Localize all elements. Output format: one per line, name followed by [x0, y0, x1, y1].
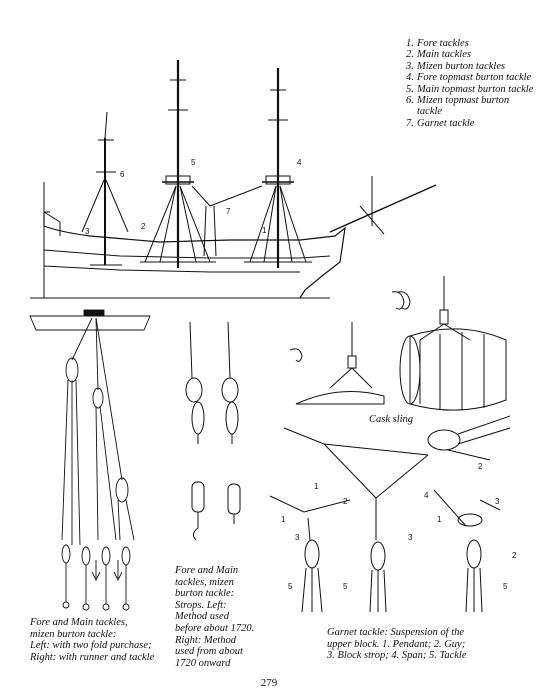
garnet-callout: 1: [281, 515, 286, 524]
middle-figure-caption: Fore and Main tackles, mizen burton tackle: Strops. Left: Method used before about 1720. Right: Method used from about 1720 onward: [175, 565, 255, 669]
fore-main-tackle-drawing: [30, 310, 150, 610]
garnet-callout: 3: [408, 533, 413, 542]
cask-sling-caption: Cask sling: [369, 414, 414, 425]
garnet-callout: 3: [495, 497, 500, 506]
garnet-tackle-drawing: [270, 416, 510, 612]
garnet-callout: 5: [503, 582, 508, 591]
garnet-figure-caption: Garnet tackle: Suspension of the upper block. 1. Pendant; 2. Guy; 3. Block strop; 4. Span; 5. Tackle: [327, 627, 467, 662]
ship-callout: 1: [262, 226, 267, 235]
ship-callout: 3: [85, 227, 90, 236]
ship-profile-drawing: [30, 60, 436, 298]
ship-callout: 4: [297, 158, 302, 167]
legend-item: 1. Fore tackles: [406, 38, 469, 49]
garnet-callout: 1: [314, 482, 319, 491]
legend-item: 5. Main topmast burton tackle: [406, 83, 534, 95]
garnet-callout: 4: [424, 491, 429, 500]
garnet-callout: 2: [343, 497, 348, 506]
ship-callout: 6: [120, 170, 125, 179]
legend-item: 4. Fore topmast burton tackle: [406, 72, 532, 84]
page-number: 279: [260, 677, 278, 689]
strop-drawings: [186, 322, 240, 540]
cask-sling-drawing: [290, 276, 506, 410]
ship-callout: 2: [141, 222, 146, 231]
garnet-callout: 2: [512, 551, 517, 560]
ship-callout: 7: [226, 207, 231, 216]
rigging-legend: [406, 38, 534, 129]
garnet-callout: 2: [478, 462, 483, 471]
legend-item: 6. Mizen topmast burton tackle: [406, 95, 510, 118]
legend-item: 7. Garnet tackle: [406, 117, 475, 129]
legend-item: 2. Main tackles: [406, 49, 471, 61]
legend-item: 3. Mizen burton tackles: [406, 60, 506, 72]
ship-callout: 5: [191, 158, 196, 167]
garnet-callout: 3: [295, 533, 300, 542]
garnet-callout: 5: [288, 582, 293, 591]
garnet-callout: 1: [437, 515, 442, 524]
left-figure-caption: Fore and Main tackles, mizen burton tackle: Left: with two fold purchase; Right: with runner and tackle: [30, 617, 155, 663]
garnet-callout: 5: [343, 582, 348, 591]
